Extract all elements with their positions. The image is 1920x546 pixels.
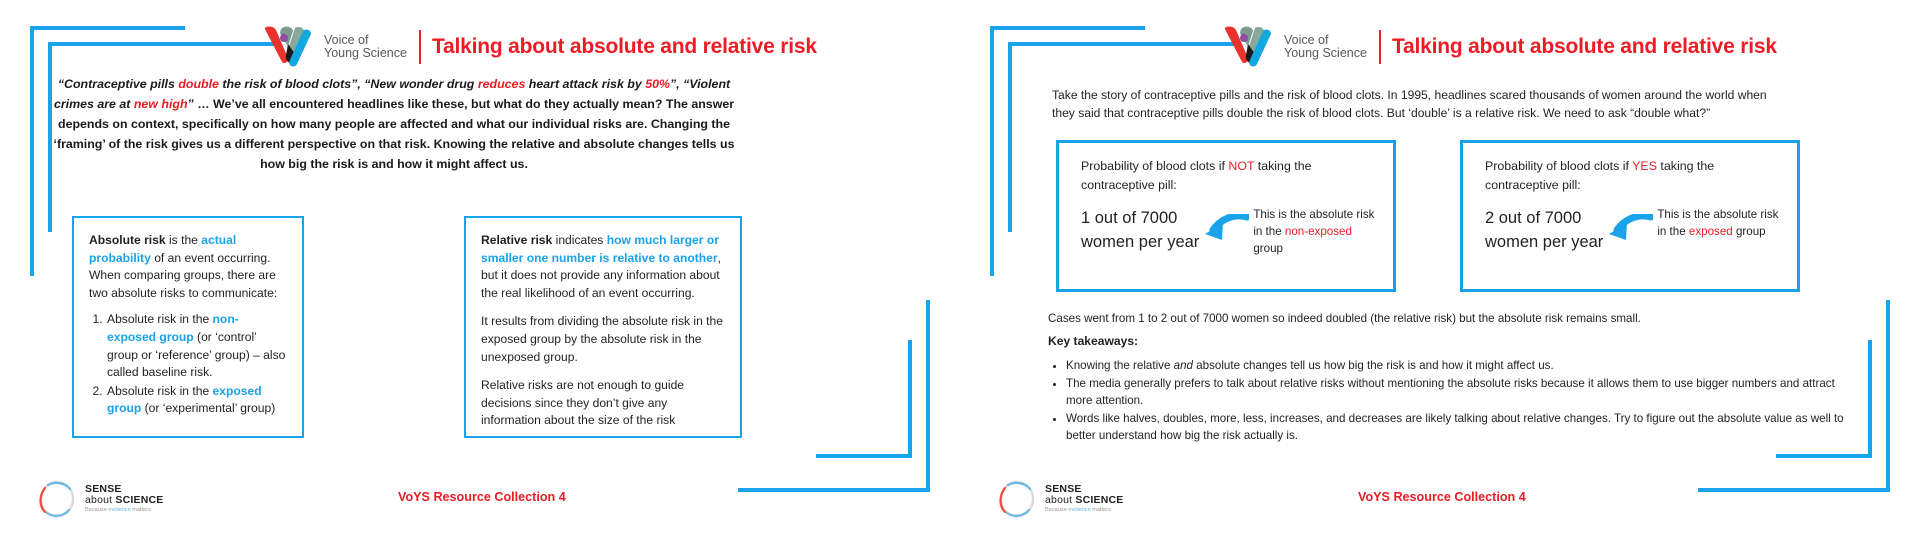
header-divider bbox=[1379, 30, 1381, 64]
bracket-right-outer bbox=[1886, 300, 1890, 492]
arrow-left-icon bbox=[1603, 206, 1657, 244]
box-note: This is the absolute risk in the non-exposed group bbox=[1253, 208, 1375, 255]
voys-line2: Young Science bbox=[1284, 46, 1367, 60]
bracket-bottom-outer bbox=[1698, 488, 1890, 492]
key-takeaways-heading: Key takeaways: bbox=[1048, 334, 1139, 348]
risk-figure: 1 out of 7000 women per year bbox=[1081, 209, 1200, 251]
bracket-bottom-outer bbox=[738, 488, 930, 492]
voys-logo-icon bbox=[262, 24, 318, 70]
arrow-left-icon bbox=[1199, 206, 1253, 244]
relative-risk-term: Relative risk bbox=[481, 233, 553, 247]
risk-figure: 2 out of 7000 women per year bbox=[1485, 209, 1604, 251]
intro-rest: … We’ve all encountered headlines like these, but what do they actually mean? The answer depends on context, specifically on how many people are affected and what our individual risks are. Changing the ‘framing’ of the risk gives us a different perspective on that risk. Knowing the relative and absolute changes tells us how big the risk is and how it might affect us. bbox=[53, 97, 735, 171]
box-heading: Probability of blood clots if YES taking the contraceptive pill: bbox=[1485, 159, 1715, 192]
voys-wordmark bbox=[1278, 34, 1367, 61]
headline-quote-1: “Contraceptive pills double the risk of blood clots”, bbox=[57, 77, 365, 91]
slide-header-right bbox=[1222, 24, 1777, 70]
list-item: • Words like halves, doubles, more, less, increases, and decreases are likely talking about relative changes. Try to figure out the absolute value as well to better understand how big the risk actually is. bbox=[1066, 411, 1856, 445]
page-title: Talking about absolute and relative risk bbox=[431, 35, 817, 58]
footer-caption-left: VoYS Resource Collection 4 bbox=[398, 490, 566, 504]
slide-header-left bbox=[262, 24, 817, 70]
bracket-right-outer bbox=[926, 300, 930, 492]
voys-line1: Voice of bbox=[324, 32, 369, 47]
footer-caption-right: VoYS Resource Collection 4 bbox=[1358, 490, 1526, 504]
spacer bbox=[481, 366, 725, 377]
bracket-top-inner bbox=[48, 42, 280, 46]
sense-about-science-icon bbox=[36, 478, 78, 520]
bracket-left-outer bbox=[990, 26, 994, 276]
page-title: Talking about absolute and relative risk bbox=[1391, 35, 1777, 58]
probability-box-yes-taking bbox=[1460, 140, 1800, 292]
bracket-left-inner bbox=[1008, 42, 1012, 232]
relative-risk-box bbox=[464, 216, 742, 438]
list-item: • Knowing the relative and absolute changes tell us how big the risk is and how it might affect us. bbox=[1066, 358, 1856, 375]
bracket-bottom-inner bbox=[816, 454, 912, 458]
bracket-top-outer bbox=[990, 26, 1145, 30]
bracket-top-inner bbox=[1008, 42, 1240, 46]
box-note: This is the absolute risk in the exposed group bbox=[1657, 208, 1779, 238]
footer-logo-left bbox=[36, 478, 163, 520]
slide-right bbox=[960, 0, 1920, 546]
voys-line1: Voice of bbox=[1284, 32, 1329, 47]
sense-about-science-wordmark: SENSE about SCIENCE Because evidence matters bbox=[1045, 482, 1124, 514]
list-item: 2. Absolute risk in the exposed group (or ‘experimental’ group) bbox=[106, 383, 287, 418]
bracket-bottom-inner bbox=[1776, 454, 1872, 458]
key-takeaways-list bbox=[1048, 358, 1856, 446]
bracket-left-outer bbox=[30, 26, 34, 276]
bracket-right-inner bbox=[1868, 340, 1872, 458]
sense-about-science-wordmark: SENSE about SCIENCE Because evidence matters bbox=[85, 482, 164, 514]
headline-quote-3: “Violent crimes are at new high” bbox=[53, 77, 731, 111]
header-divider bbox=[419, 30, 421, 64]
absolute-risk-definition: Absolute risk is the actual probability of an event occurring. When comparing groups, there are two absolute risks to communicate: bbox=[89, 233, 278, 300]
bracket-right-inner bbox=[908, 340, 912, 458]
list-item: • The media generally prefers to talk about relative risks without mentioning the absolute risks because it allows them to use bigger numbers and attract more attention. bbox=[1066, 376, 1856, 410]
sense-about-science-icon bbox=[996, 478, 1038, 520]
relative-risk-formula: It results from dividing the absolute risk in the exposed group by the absolute risk in the unexposed group. bbox=[481, 314, 723, 364]
story-intro: Take the story of contraceptive pills and the risk of blood clots. In 1995, headlines scared thousands of women around the world when they said that contraceptive pills double the risk of blood clots. But ‘double’ is a relative risk. We need to ask “double what?” bbox=[1052, 88, 1767, 120]
probability-box-not-taking bbox=[1056, 140, 1396, 292]
spacer bbox=[481, 302, 725, 313]
voys-logo-icon bbox=[1222, 24, 1278, 70]
absolute-risk-list bbox=[89, 311, 287, 418]
relative-risk-caveat: Relative risks are not enough to guide decisions since they don’t give any information about the size of the risk bbox=[481, 378, 685, 428]
voys-wordmark bbox=[318, 34, 407, 61]
relative-risk-definition: Relative risk indicates how much larger or smaller one number is relative to another, but it does not provide any information about the real likelihood of an event occurring. bbox=[481, 233, 721, 300]
box-heading: Probability of blood clots if NOT taking the contraceptive pill: bbox=[1081, 159, 1312, 192]
footer-logo-right bbox=[996, 478, 1123, 520]
cases-summary: Cases went from 1 to 2 out of 7000 women so indeed doubled (the relative risk) but the absolute risk remains small. bbox=[1048, 312, 1641, 325]
absolute-risk-box bbox=[72, 216, 304, 438]
list-item: 1. Absolute risk in the non-exposed group (or ‘control’ group or ‘reference’ group) – also called baseline risk. bbox=[106, 311, 287, 381]
intro-paragraph bbox=[44, 74, 744, 174]
absolute-risk-term: Absolute risk bbox=[89, 233, 166, 247]
bracket-top-outer bbox=[30, 26, 185, 30]
headline-quote-2: “New wonder drug reduces heart attack risk by 50%”, bbox=[364, 77, 684, 91]
voys-line2: Young Science bbox=[324, 46, 407, 60]
